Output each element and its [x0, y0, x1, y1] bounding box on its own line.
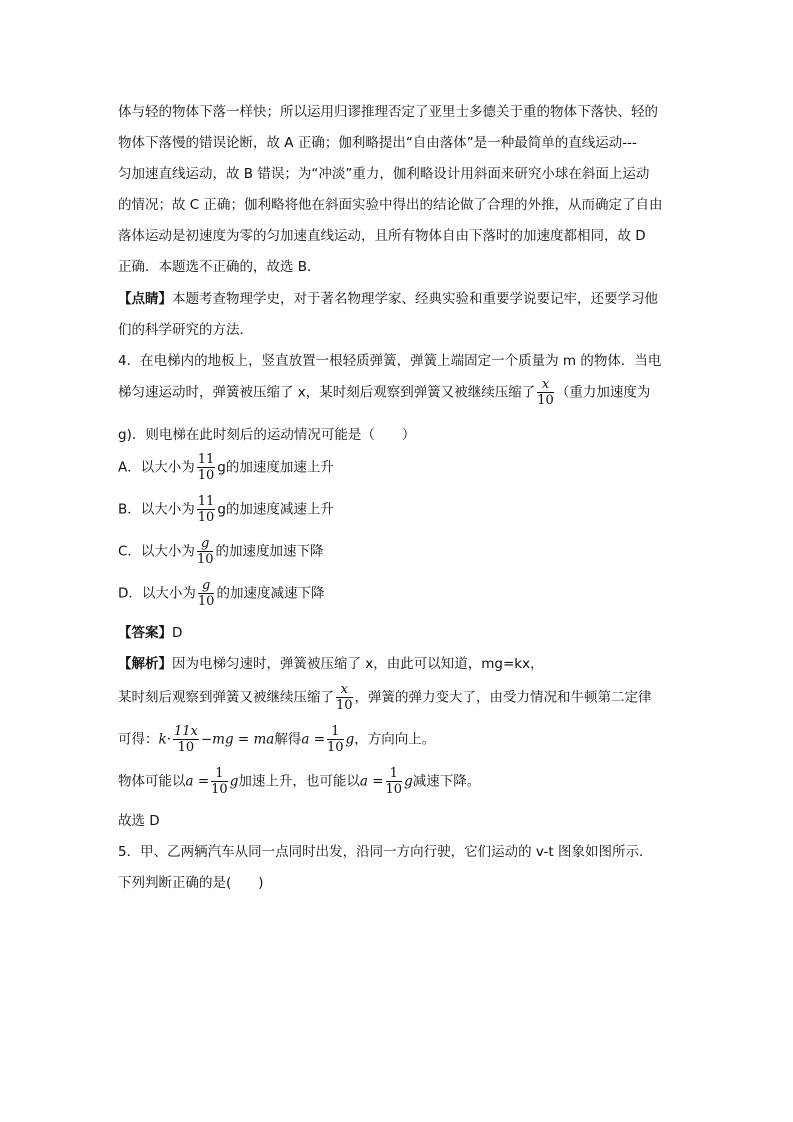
text-line: 故选 D [118, 813, 160, 829]
text-line: 落体运动是初速度为零的匀加速直线运动，且所有物体自由下落时的加速度都相同，故 D [118, 228, 646, 244]
fraction: $\frac{x}{10}$ [336, 682, 353, 713]
question-text: 5．甲、乙两辆汽车从同一点同时出发，沿同一方向行驶，它们运动的 v-t 图象如图所示． [118, 844, 653, 860]
text-line: 体与轻的物体下落一样快；所以运用归谬推理否定了亚里士多德关于重的物体下落快、轻的 [118, 104, 658, 120]
equation-line: 可得：k· $\frac{11x}{10}$ −mg = ma解得a = $\frac{1}{10}$ g，方向向上。 [118, 724, 436, 755]
question-text: 下列判断正确的是( ) [118, 875, 264, 891]
text-line: 匀加速直线运动，故 B 错误；为“冲淡”重力，伽利略设计用斜面来研究小球在斜面上运动 [118, 166, 650, 182]
commentary-line [118, 290, 658, 308]
option-c: C．以大小为 $\frac{g}{10}$ 的加速度加速下降 [118, 536, 324, 567]
text-line: 正确．本题选不正确的，故选 B． [118, 259, 321, 275]
commentary-tag: 【点睛】 [118, 291, 172, 307]
fraction: $\frac{1}{10}$ [327, 724, 344, 755]
fraction: $\frac{1}{10}$ [385, 766, 403, 797]
fraction: $\frac{1}{10}$ [211, 766, 228, 797]
analysis-line: 某时刻后观察到弹簧又被继续压缩了 $\frac{x}{10}$ ，弹簧的弹力变大了，由受力情况和牛顿第二定律 [118, 682, 652, 713]
fraction: $\frac{11x}{10}$ [173, 724, 198, 755]
text-line: 物体下落慢的错误论断，故 A 正确；伽利略提出“自由落体”是一种最简单的直线运动--- [118, 135, 637, 151]
text-line: 的情况；故 C 正确；伽利略将他在斜面实验中得出的结论做了合理的外推，从而确定了自由 [118, 197, 663, 213]
fraction: $\frac{g}{10}$ [197, 578, 215, 609]
analysis-tag: 【解析】 [118, 656, 172, 672]
option-a: A．以大小为 $\frac{11}{10}$ g的加速度加速上升 [118, 452, 334, 483]
question-text: 梯匀速运动时，弹簧被压缩了 x，某时刻后观察到弹簧又被继续压缩了 $\frac{x}{10}$ （重力加速度为 [118, 377, 651, 408]
answer-value: D [172, 625, 183, 641]
question-text: 4．在电梯内的地板上，竖直放置一根轻质弹簧，弹簧上端固定一个质量为 m 的物体．当电 [118, 353, 662, 369]
answer-line [118, 624, 182, 642]
analysis-line: 【解析】因为电梯匀速时，弹簧被压缩了 x，由此可以知道，mg=kx， [118, 656, 544, 672]
fraction: $\frac{x}{10}$ [537, 377, 554, 408]
question-text: g)．则电梯在此时刻后的运动情况可能是（ ） [118, 427, 416, 443]
answer-tag: 【答案】 [118, 625, 172, 641]
commentary-text: 本题考查物理学史，对于著名物理学家、经典实验和重要学说要记牢，还要学习他 [172, 291, 658, 307]
fraction: $\frac{11}{10}$ [197, 494, 215, 525]
option-d: D．以大小为 $\frac{g}{10}$ 的加速度减速下降 [118, 578, 325, 609]
fraction: $\frac{11}{10}$ [197, 452, 215, 483]
analysis-line: 物体可能以a = $\frac{1}{10}$ g加速上升，也可能以a = $\frac{1}{10}$ g减速下降。 [118, 766, 481, 797]
fraction: $\frac{g}{10}$ [196, 536, 214, 567]
text-line: 们的科学研究的方法． [118, 322, 253, 338]
option-b: B．以大小为 $\frac{11}{10}$ g的加速度减速上升 [118, 494, 334, 525]
